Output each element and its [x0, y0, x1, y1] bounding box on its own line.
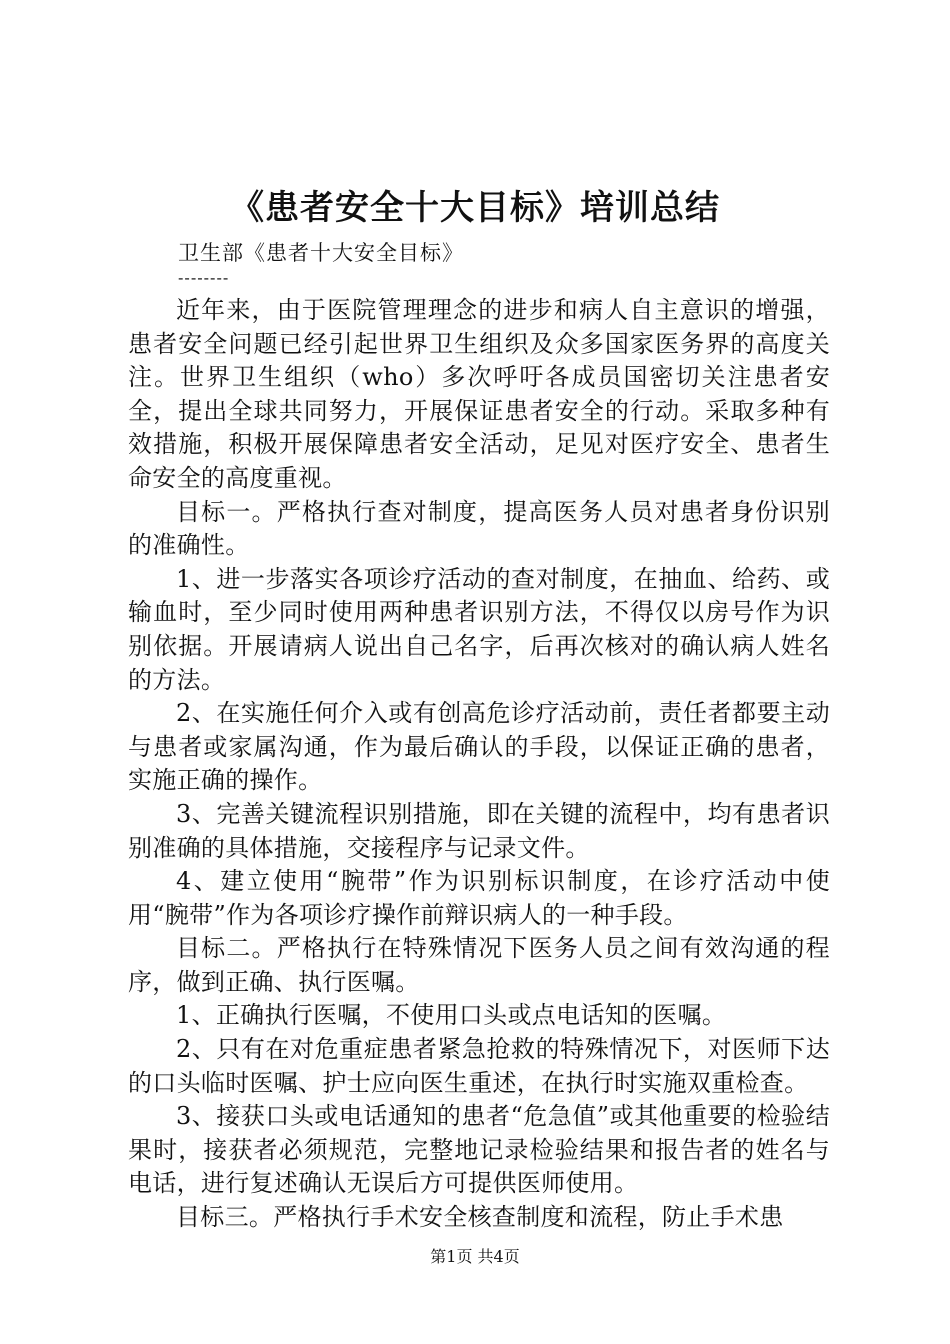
- document-body: [128, 294, 830, 1235]
- paragraph-goal-3: 目标三。严格执行手术安全核查制度和流程，防止手术患: [176, 1203, 784, 1232]
- paragraph-goal-2-item-1: 1、正确执行医嘱，不使用口头或点电话知的医嘱。: [176, 1001, 727, 1030]
- paragraph-goal-1-item-3: 3、完善关键流程识别措施，即在关键的流程中，均有患者识别准确的具体措施，交接程序与记录文件。: [128, 799, 830, 862]
- paragraph-goal-1: 目标一。严格执行查对制度，提高医务人员对患者身份识别的准确性。: [128, 497, 830, 560]
- paragraph-goal-2-item-2: 2、只有在对危重症患者紧急抢救的特殊情况下，对医师下达的口头临时医嘱、护士应向医生重述，在执行时实施双重检查。: [128, 1035, 830, 1097]
- paragraph-goal-1-item-4: 4、建立使用“腕带”作为识别标识制度，在诊疗活动中使用“腕带”作为各项诊疗操作前辩识病人的一种手段。: [128, 867, 830, 929]
- separator-line: --------: [178, 268, 230, 287]
- paragraph-goal-2-item-3: 3、接获口头或电话通知的患者“危急值”或其他重要的检验结果时，接获者必须规范，完整地记录检验结果和报告者的姓名与电话，进行复述确认无误后方可提供医师使用。: [128, 1102, 830, 1198]
- paragraph-goal-1-item-2: 2、在实施任何介入或有创高危诊疗活动前，责任者都要主动与患者或家属沟通，作为最后确认的手段，以保证正确的患者，实施正确的操作。: [128, 699, 830, 795]
- paragraph-goal-2: 目标二。严格执行在特殊情况下医务人员之间有效沟通的程序，做到正确、执行医嘱。: [128, 934, 830, 996]
- paragraph-goal-1-item-1: 1、进一步落实各项诊疗活动的查对制度，在抽血、给药、或输血时，至少同时使用两种患者识别方法，不得仅以房号作为识别依据。开展请病人说出自己名字，后再次核对的确认病人姓名的方法。: [128, 564, 830, 694]
- paragraph-intro: 近年来，由于医院管理理念的进步和病人自主意识的增强，患者安全问题已经引起世界卫生组织及众多国家医务界的高度关注。世界卫生组织（who）多次呼吁各成员国密切关注患者安全，提出全球共同努力，开展保证患者安全的行动。采取多种有效措施，积极开展保障患者安全活动，足见对医疗安全、患者生命安全的高度重视。: [128, 296, 830, 492]
- document-title: 《患者安全十大目标》培训总结: [230, 188, 720, 228]
- page-number-footer: 第1页 共4页: [430, 1247, 520, 1266]
- document-subtitle: 卫生部《患者十大安全目标》: [178, 241, 464, 265]
